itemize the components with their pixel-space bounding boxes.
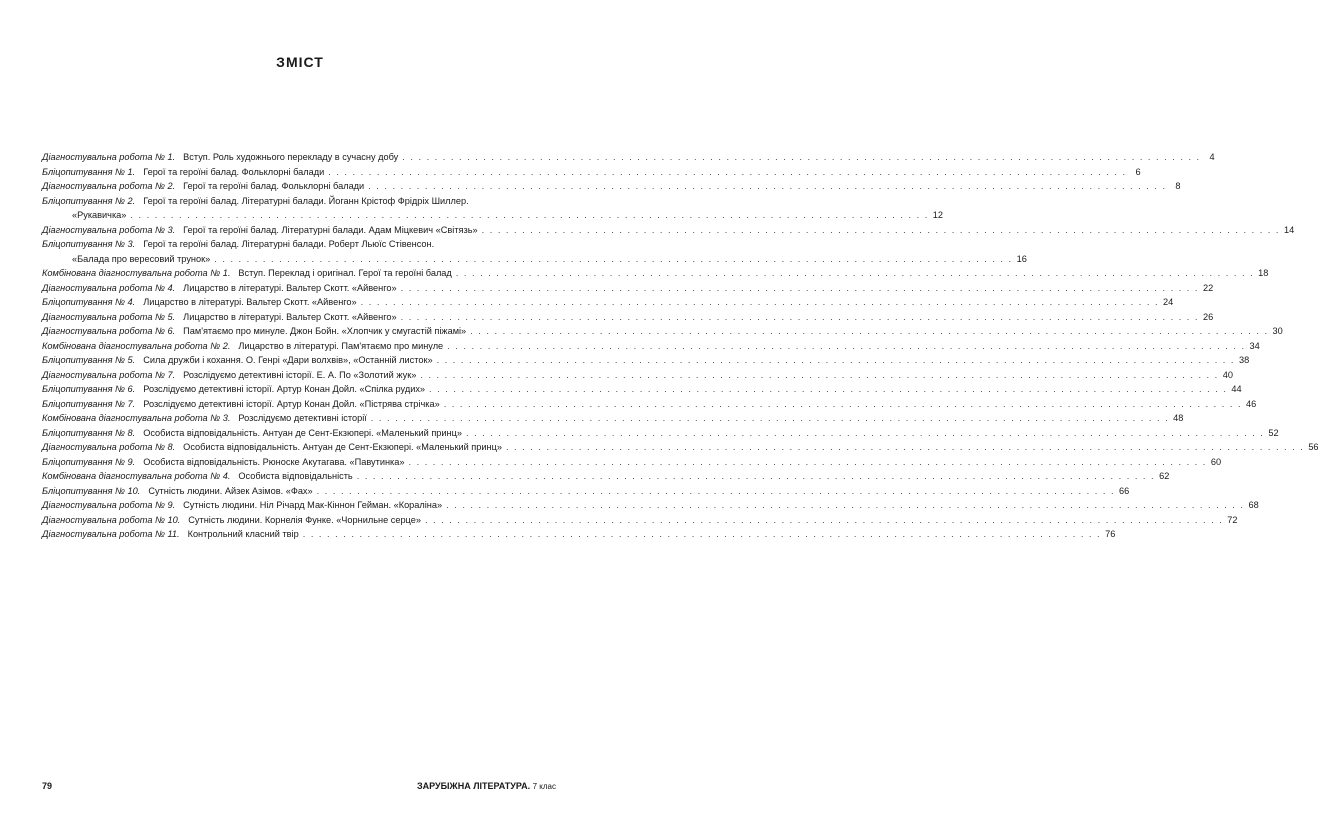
toc-entry-page-number: 12 [932,210,943,220]
toc-entry [42,324,1283,339]
footer-grade: 7 клас [532,782,556,791]
toc-entry-label: Діагностувальна робота № 3. [42,224,176,235]
toc-entry-text: Особиста відповідальність. Антуан де Сент-Екзюпері. «Маленький принц» [183,442,502,452]
toc-entry-line [42,281,1214,296]
toc-entry-page-number: 16 [1016,253,1027,264]
toc-entry-page-number: 72 [1227,514,1238,525]
toc-entry-page-number: 34 [1249,340,1260,351]
toc-entry-page-number: 4 [1209,152,1215,162]
toc-entry [42,281,1214,296]
toc-entry-page-number: 24 [1163,297,1174,307]
toc-entry-label: Діагностувальна робота № 9. [42,500,176,510]
toc-entry-continuation-line [42,208,943,223]
toc-entry-label: Бліцопитування № 7. [42,398,136,409]
toc-entry [42,440,1319,455]
toc-entry-label: Бліцопитування № 3. [42,239,136,249]
toc-leader-dots [456,266,1254,281]
toc-entry-page-number: 48 [1173,413,1184,423]
footer-book-name: ЗАРУБІЖНА ЛІТЕРАТУРА. [416,781,531,791]
toc-entry-text: Вступ. Переклад і оригінал. Герої та героїні балад [238,268,452,278]
toc-entry-line [42,382,1242,397]
toc-entry [42,469,1170,484]
toc-entry [42,295,1174,310]
toc-entry-line [42,295,1174,310]
toc-entry [42,310,1214,325]
toc-entry-label: Бліцопитування № 8. [42,427,136,438]
toc-entry-label: Комбінована діагностувальна робота № 4. [42,471,231,481]
toc-entry-line [42,150,1215,165]
page-title: ЗМІСТ [276,54,324,70]
toc-entry-page-number: 60 [1210,456,1222,467]
toc-entry-label: Бліцопитування № 2. [42,195,136,206]
toc-entry-label: Діагностувальна робота № 2. [42,181,176,191]
toc-entry-label: Бліцопитування № 4. [42,297,136,307]
toc-leader-dots [466,426,1264,441]
toc-leader-dots [303,527,1101,542]
toc-entry-page-number: 44 [1231,384,1242,394]
toc-entry-continuation-text: «Рукавичка» [72,210,127,220]
toc-entry-text: Лицарство в літературі. Вальтер Скотт. «Айвенго» [183,311,397,322]
toc-entry-text: Розслідуємо детективні історії [238,413,367,423]
toc-entry-label: Бліцопитування № 1. [42,166,136,177]
toc-entry-page-number: 38 [1238,355,1250,365]
toc-leader-dots [130,208,928,223]
toc-entry-page-number: 14 [1283,224,1295,235]
toc-leader-dots [425,513,1223,528]
toc-leader-dots [401,281,1199,296]
toc-entry-line [42,266,1269,281]
toc-entry-line [42,440,1319,455]
toc-entry [42,237,1027,266]
toc-entry-line [42,165,1141,180]
toc-entry-page-number: 18 [1258,268,1269,278]
toc-entry-label: Діагностувальна робота № 1. [42,152,176,162]
toc-entry [42,513,1238,528]
toc-entry-line [42,411,1184,426]
toc-entry-text: Лицарство в літературі. Вальтер Скотт. «Айвенго» [143,297,357,307]
toc-entry-continuation-line [42,252,1027,267]
toc-entry-page-number: 8 [1175,181,1181,191]
toc-entry-label: Діагностувальна робота № 10. [42,514,181,525]
toc-entry-page-number: 66 [1119,485,1130,496]
toc-entry-text: Розслідуємо детективні історії. Артур Конан Дойл. «Спілка рудих» [143,384,426,394]
toc-entry [42,455,1222,470]
toc-entry-line [42,237,542,252]
toc-entry-text: Герої та героїні балад. Фольклорні балади [183,181,365,191]
toc-entry-page-number: 22 [1202,282,1214,293]
toc-entry-label: Бліцопитування № 10. [42,485,141,496]
toc-entry-label: Діагностувальна робота № 7. [42,369,176,380]
toc-leader-dots [429,382,1227,397]
toc-entry-continuation-text: «Балада про вересовий трунок» [72,253,211,264]
toc-entry-text: Лицарство в літературі. Вальтер Скотт. «Айвенго» [183,282,397,293]
toc-entry [42,223,1295,238]
toc-entry-line [42,310,1214,325]
toc-entry-page-number: 76 [1105,529,1116,539]
footer-book-title [417,781,556,791]
toc-entry-text: Сила дружби і кохання. О. Генрі «Дари волхвів», «Останній листок» [143,355,433,365]
toc-entry [42,498,1259,513]
toc-entry [42,382,1242,397]
toc-leader-dots [402,150,1200,165]
toc-entry-label: Комбінована діагностувальна робота № 1. [42,268,231,278]
toc-entry-text: Особиста відповідальність. Рюноске Акутагава. «Павутинка» [143,456,405,467]
toc-entry-label: Діагностувальна робота № 6. [42,326,176,336]
toc-entry-page-number: 46 [1246,398,1257,409]
toc-entry-label: Бліцопитування № 9. [42,456,136,467]
toc-entry-text: Особиста відповідальність. Антуан де Сент-Екзюпері. «Маленький принц» [143,427,462,438]
toc-leader-dots [447,339,1245,354]
toc-entry [42,397,1257,412]
toc-entry-page-number: 62 [1159,471,1170,481]
toc-leader-dots [317,484,1115,499]
toc-entry-label: Бліцопитування № 6. [42,384,136,394]
toc-leader-dots [470,324,1268,339]
toc-entry [42,484,1130,499]
toc-leader-dots [420,368,1218,383]
toc-leader-dots [506,440,1304,455]
toc-entry-text: Сутність людини. Ніл Річард Мак-Кіннон Гейман. «Кораліна» [183,500,443,510]
toc-entry-line [42,223,1295,238]
toc-entry-text: Вступ. Роль художнього перекладу в сучасну добу [183,152,399,162]
toc-entry-line [42,324,1283,339]
toc-entry-text: Контрольний класний твір [187,529,299,539]
toc-entry-line [42,469,1170,484]
toc-entry-line [42,484,1130,499]
toc-entry [42,194,943,223]
footer-page-number: 79 [42,781,53,791]
toc-entry [42,353,1250,368]
toc-entry-line [42,426,1279,441]
toc-entry-label: Комбінована діагностувальна робота № 2. [42,340,231,351]
toc-entry-line [42,527,1116,542]
toc-entry-text: Особиста відповідальність [238,471,353,481]
toc-entry-page-number: 56 [1308,442,1319,452]
toc-entry [42,411,1184,426]
toc-entry-page-number: 40 [1222,369,1233,380]
toc-leader-dots [371,411,1169,426]
toc-entry-line [42,179,1181,194]
toc-entry-line [42,353,1250,368]
toc-entry [42,426,1279,441]
table-of-contents [42,150,1319,542]
toc-entry [42,527,1116,542]
toc-leader-dots [408,455,1206,470]
toc-entry-line [42,397,1257,412]
toc-leader-dots [446,498,1244,513]
toc-entry [42,165,1141,180]
toc-entry-line [42,498,1259,513]
toc-entry-text: Сутність людини. Корнелія Функе. «Чорнильне серце» [188,514,421,525]
toc-entry-label: Діагностувальна робота № 8. [42,442,176,452]
toc-leader-dots [482,223,1280,238]
toc-entry-text: Розслідуємо детективні історії. Артур Конан Дойл. «Пістрява стрічка» [143,398,440,409]
toc-entry [42,150,1215,165]
toc-entry-label: Комбінована діагностувальна робота № 3. [42,413,231,423]
toc-entry-page-number: 30 [1272,326,1283,336]
toc-entry-page-number: 68 [1248,500,1259,510]
toc-entry [42,266,1269,281]
toc-leader-dots [328,165,1126,180]
toc-leader-dots [401,310,1199,325]
toc-entry-text: Герої та героїні балад. Літературні балади. Роберт Льюїс Стівенсон. [143,239,435,249]
toc-entry-text: Лицарство в літературі. Пам'ятаємо про минуле [238,340,444,351]
toc-entry [42,339,1260,354]
toc-entry-label: Діагностувальна робота № 4. [42,282,176,293]
toc-entry-label: Діагностувальна робота № 11. [42,529,180,539]
toc-entry-line [42,339,1260,354]
toc-entry-text: Герої та героїні балад. Фольклорні балади [143,166,325,177]
toc-entry-line [42,455,1222,470]
toc-entry-page-number: 52 [1268,427,1279,438]
toc-entry-text: Герої та героїні балад. Літературні балади. Адам Міцкевич «Світязь» [183,224,478,235]
toc-entry-text: Сутність людини. Айзек Азімов. «Фах» [148,485,313,496]
toc-entry-line [42,368,1233,383]
toc-leader-dots [444,397,1242,412]
toc-leader-dots [214,252,1012,267]
toc-entry [42,179,1181,194]
toc-leader-dots [368,179,1166,194]
toc-entry-label: Бліцопитування № 5. [42,355,136,365]
toc-leader-dots [361,295,1159,310]
toc-entry-text: Пам'ятаємо про минуле. Джон Бойн. «Хлопчик у смугастій піжамі» [183,326,467,336]
toc-entry-line [42,513,1238,528]
toc-entry-label: Діагностувальна робота № 5. [42,311,176,322]
toc-entry [42,368,1233,383]
toc-leader-dots [357,469,1155,484]
toc-entry-page-number: 26 [1202,311,1214,322]
toc-entry-line [42,194,542,209]
toc-entry-text: Герої та героїні балад. Літературні балади. Йоганн Крістоф Фрідріх Шиллер. [143,195,469,206]
toc-entry-text: Розслідуємо детективні історії. Е. А. По «Золотий жук» [183,369,417,380]
toc-leader-dots [437,353,1235,368]
toc-entry-page-number: 6 [1135,166,1141,177]
